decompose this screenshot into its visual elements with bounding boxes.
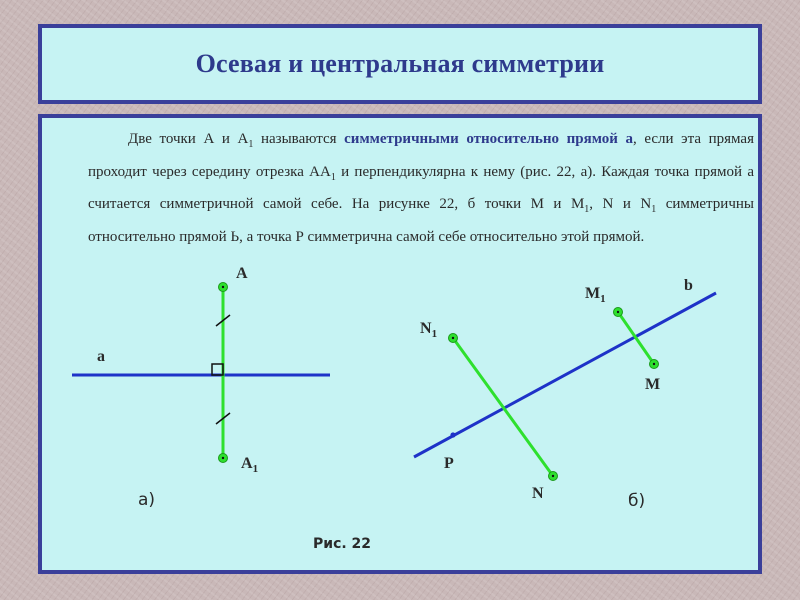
label-P: P [444, 455, 454, 472]
right-angle-mark [212, 364, 223, 375]
label-A: А [236, 265, 248, 282]
para-text-3: , если эта прямая проходит через середину отрезка АА [88, 131, 754, 180]
caption-b: б) [628, 491, 646, 511]
segment-MM1 [618, 312, 654, 364]
para-text-2: называются [253, 131, 345, 147]
label-line-b: b [684, 277, 693, 294]
label-A1-main: А [241, 455, 253, 472]
segment-NN1 [453, 338, 553, 476]
point-N [549, 472, 558, 481]
point-N1 [449, 334, 458, 343]
figure-caption: Рис. 22 [313, 536, 372, 552]
para-text-5: , N и N [589, 196, 652, 212]
caption-a: а) [138, 490, 156, 510]
label-A1-sub: 1 [252, 463, 259, 475]
point-A1 [219, 454, 228, 463]
label-M1-sub: 1 [600, 293, 606, 305]
label-N1-main: N [420, 320, 432, 337]
label-N: N [532, 485, 544, 502]
label-M1 [585, 285, 606, 305]
label-M: M [645, 376, 661, 393]
label-N1-sub: 1 [431, 328, 438, 340]
para-sub-4: 1 [651, 204, 657, 215]
para-text-4: и перпендикулярна к нему (рис. 22, а). Каждая точка прямой а считается симметричной самой себе. На рисунке 22, б точки М и М [88, 163, 754, 212]
figure-b [414, 277, 716, 511]
axis-line-b [414, 293, 716, 457]
label-N1 [420, 320, 437, 340]
para-text-6: симметричны относительно прямой Ь, а точка Р симметрична самой себе относительно этой прямой. [88, 196, 754, 245]
slide-title: Осевая и центральная симметрии [195, 49, 605, 78]
point-M1 [614, 308, 623, 317]
point-A [219, 283, 228, 292]
point-M [650, 360, 659, 369]
label-A1 [241, 455, 258, 475]
para-text-1: Две точки А и А [128, 131, 249, 147]
label-M1-main: M [585, 285, 601, 302]
figure-a [72, 265, 330, 510]
highlight-term: симметричными относительно прямой а [344, 131, 633, 147]
para-sub-1: 1 [248, 139, 254, 150]
label-line-a: а [97, 348, 105, 365]
point-P [450, 432, 455, 437]
para-sub-2: 1 [330, 171, 336, 183]
para-sub-3: 1 [584, 204, 590, 215]
